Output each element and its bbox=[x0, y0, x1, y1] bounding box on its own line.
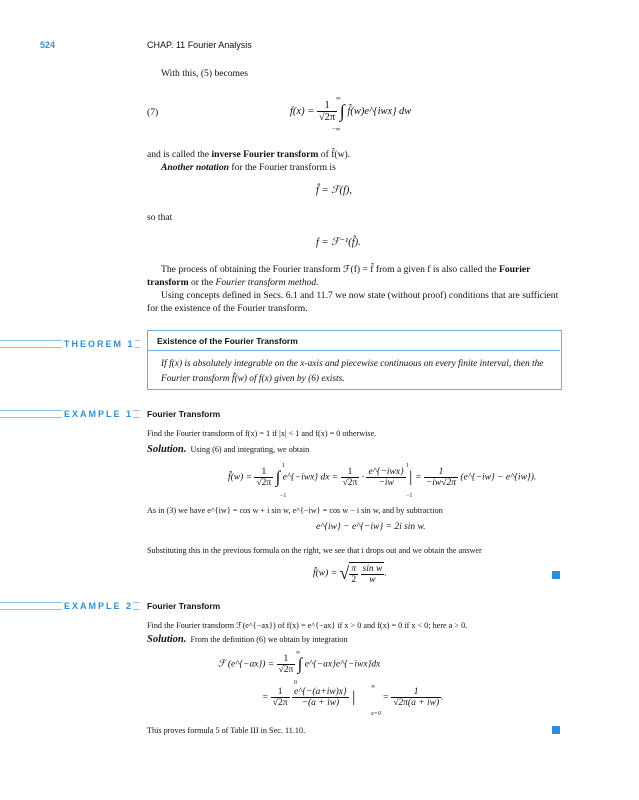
example1-answer: f̂(w) = √ $\frac{\pi}{2}$ $\frac{\text{sin w}}{w}$ . bbox=[313, 563, 387, 585]
example1-as-in: As in (3) we have e^{iw} = cos w + i sin w, e^{−iw} = cos w − i sin w, and by subtraction bbox=[147, 506, 443, 515]
eq-hat: f̂ = ℱ(f), bbox=[316, 185, 353, 196]
eq7: f(x) = $\frac{1}{√2\pi}$ ∫ f̂(w)e^{iwx} dw bbox=[290, 100, 412, 123]
example1-eq1: f̂(w) = $\frac{1}{√2\pi}$ ∫ e^{−iwx} dx = $\frac{1}{√2\pi}$ · $\frac{\text{e\textasciicircum{}\{−iwx\}}}{-iw}$ | = $\frac{1}{-iw√2\pi}$ (e^{−iw} − e^{iw}). bbox=[228, 467, 537, 488]
theorem-body: If f(x) is absolutely integrable on the x-axis and piecewise continuous on every finite interval, then the Fourier transform f̂(w) of f(x) given by (6) exists. bbox=[161, 359, 544, 384]
example2-eval-lower: x=0 bbox=[371, 711, 381, 717]
example1-substituting: Substituting this in the previous formula on the right, we see that i drops out and we obtain the answer bbox=[147, 546, 482, 555]
example2-int-upper: ∞ bbox=[296, 650, 301, 656]
example2-proves: This proves formula 5 of Table III in Sec. 11.10. bbox=[147, 726, 306, 735]
example2-solution: Solution. From the definition (6) we obtain by integration bbox=[147, 634, 348, 645]
example1-solution: Solution. Using (6) and integrating, we obtain bbox=[147, 444, 310, 455]
example1-eval-lower: −1 bbox=[406, 493, 413, 499]
theorem-title: Existence of the Fourier Transform bbox=[157, 336, 298, 346]
example1-eq2: e^{iw} − e^{−iw} = 2i sin w. bbox=[316, 522, 426, 532]
example2-title: Fourier Transform bbox=[147, 601, 221, 611]
example2-label: EXAMPLE 2 bbox=[64, 601, 134, 611]
intro-text: With this, (5) becomes bbox=[161, 68, 249, 79]
example1-int-lower: −1 bbox=[280, 493, 287, 499]
example1-title: Fourier Transform bbox=[147, 409, 221, 419]
theorem-label: THEOREM 1 bbox=[64, 339, 135, 349]
example2-problem: Find the Fourier transform ℱ(e^{−ax}) of f(x) = e^{−ax} if x > 0 and f(x) = 0 if x < 0; here a > 0. bbox=[147, 621, 468, 630]
process-paragraph: The process of obtaining the Fourier transform ℱ(f) = f̂ from a given f is also called the Fourier transform or the Fourier transform method. bbox=[147, 264, 531, 288]
end-of-example2-marker bbox=[552, 726, 560, 734]
example2-eq-a: ℱ (e^{−ax}) = $\frac{1}{√2\pi}$ ∫ e^{−ax}e^{−iwx}dx bbox=[218, 654, 381, 675]
another-notation: Another notation for the Fourier transform is bbox=[161, 162, 336, 173]
example2-eval-upper: ∞ bbox=[371, 684, 376, 690]
eq7-lower: −∞ bbox=[332, 126, 341, 133]
theorem-divider bbox=[148, 350, 560, 351]
inverse-paragraph: and is called the inverse Fourier transform of f̂(w). bbox=[147, 149, 351, 160]
eq7-label: (7) bbox=[147, 107, 159, 118]
example2-eq-b: = $\frac{1}{√2\pi}$ $\frac{e\^{}\{-(a+iw)x\}}{-(a + iw)}$ | = $\frac{1}{√2\pi(a + iw)}$ . bbox=[262, 687, 444, 708]
example1-problem: Find the Fourier transform of f(x) = 1 if |x| < 1 and f(x) = 0 otherwise. bbox=[147, 429, 377, 438]
eq7-upper: ∞ bbox=[336, 95, 341, 102]
eq-inverse: f = ℱ⁻¹(f̂). bbox=[316, 237, 361, 248]
page-number: 524 bbox=[40, 40, 56, 50]
example1-eval-upper: 1 bbox=[406, 463, 409, 469]
example1-label: EXAMPLE 1 bbox=[64, 409, 134, 419]
example2-int-lower: 0 bbox=[294, 680, 297, 686]
so-that: so that bbox=[147, 212, 173, 223]
end-of-example1-marker bbox=[552, 571, 560, 579]
chapter-heading: CHAP. 11 Fourier Analysis bbox=[147, 40, 252, 50]
using-paragraph: Using concepts defined in Secs. 6.1 and 11.7 we now state (without proof) conditions that are sufficient for the existence of the Fourier transform. bbox=[147, 290, 559, 314]
example1-int-upper: 1 bbox=[282, 463, 285, 469]
